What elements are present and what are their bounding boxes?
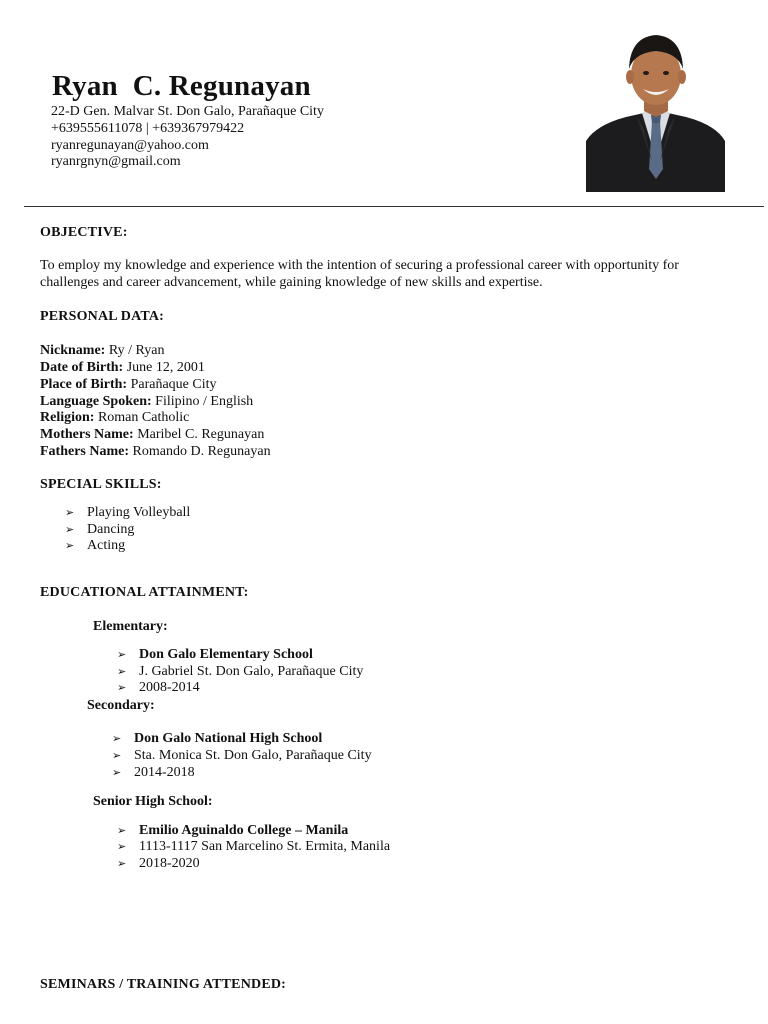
elementary-label: Elementary: — [93, 619, 168, 634]
elementary-years — [117, 680, 200, 697]
school-name: Don Galo Elementary School — [139, 647, 313, 662]
personal-label: Fathers Name: — [40, 444, 130, 459]
personal-item-nickname — [40, 342, 165, 359]
bullet-arrow-icon: ➢ — [65, 540, 75, 552]
bullet-arrow-icon: ➢ — [65, 524, 75, 536]
personal-value: Roman Catholic — [94, 410, 190, 425]
bullet-arrow-icon: ➢ — [117, 666, 127, 678]
personal-data-heading: PERSONAL DATA: — [40, 309, 165, 324]
personal-value: Ry / Ryan — [105, 343, 165, 358]
portrait-photo — [586, 29, 725, 192]
senior-high-school — [117, 823, 348, 840]
secondary-address — [112, 748, 372, 765]
bullet-arrow-icon: ➢ — [117, 841, 127, 853]
portrait-photo-icon — [586, 29, 725, 192]
personal-label: Religion: — [40, 410, 95, 425]
personal-value: June 12, 2001 — [123, 360, 205, 375]
personal-value: Filipino / English — [151, 394, 254, 409]
personal-label: Language Spoken: — [40, 394, 152, 409]
senior-high-years — [117, 856, 200, 873]
header-divider — [24, 206, 764, 207]
email-gmail-text: ryanrgnyn@gmail.com — [51, 154, 181, 169]
seminars-heading: SEMINARS / TRAINING ATTENDED: — [40, 977, 287, 992]
school-address: Sta. Monica St. Don Galo, Parañaque City — [134, 748, 372, 763]
personal-item-mother — [40, 426, 264, 443]
phone-text: +639555611078 | +639367979422 — [51, 121, 245, 136]
bullet-arrow-icon: ➢ — [117, 682, 127, 694]
personal-label: Nickname: — [40, 343, 106, 358]
skill-text: Acting — [87, 538, 126, 553]
personal-item-religion — [40, 409, 189, 426]
skill-text: Playing Volleyball — [87, 505, 191, 520]
personal-item-birthdate — [40, 359, 205, 376]
elementary-school — [117, 647, 313, 664]
school-address: J. Gabriel St. Don Galo, Parañaque City — [139, 664, 364, 679]
skill-item — [65, 522, 134, 539]
objective-heading: OBJECTIVE: — [40, 225, 128, 240]
school-years: 2008-2014 — [139, 680, 200, 695]
senior-high-address — [117, 839, 390, 856]
address-text: 22-D Gen. Malvar St. Don Galo, Parañaque City — [51, 104, 324, 119]
school-address: 1113-1117 San Marcelino St. Ermita, Manila — [139, 839, 391, 854]
skill-text: Dancing — [87, 522, 135, 537]
personal-item-birthplace — [40, 376, 217, 393]
secondary-school — [112, 731, 322, 748]
personal-value: Maribel C. Regunayan — [133, 427, 265, 442]
personal-item-language — [40, 393, 253, 410]
objective-text: To employ my knowledge and experience with the intention of securing a professional career with opportunity for challenges and career advancement, while gaining knowledge of new skills and expertise. — [40, 258, 679, 290]
bullet-arrow-icon: ➢ — [117, 825, 127, 837]
school-years: 2018-2020 — [139, 856, 200, 871]
resume-name: Ryan C. Regunayan — [52, 70, 311, 102]
secondary-years — [112, 765, 195, 782]
personal-item-father — [40, 443, 271, 460]
education-heading: EDUCATIONAL ATTAINMENT: — [40, 585, 249, 600]
skill-item — [65, 538, 125, 555]
school-name: Don Galo National High School — [134, 731, 323, 746]
senior-high-label: Senior High School: — [93, 794, 213, 809]
bullet-arrow-icon: ➢ — [117, 858, 127, 870]
bullet-arrow-icon: ➢ — [112, 767, 122, 779]
bullet-arrow-icon: ➢ — [112, 733, 122, 745]
bullet-arrow-icon: ➢ — [117, 649, 127, 661]
personal-value: Parañaque City — [127, 377, 217, 392]
email-yahoo-text: ryanregunayan@yahoo.com — [51, 138, 209, 153]
elementary-address — [117, 664, 363, 681]
skill-item — [65, 505, 190, 522]
personal-label: Place of Birth: — [40, 377, 128, 392]
personal-label: Mothers Name: — [40, 427, 134, 442]
school-name: Emilio Aguinaldo College – Manila — [139, 823, 349, 838]
secondary-label: Secondary: — [87, 698, 155, 713]
bullet-arrow-icon: ➢ — [65, 507, 75, 519]
personal-value: Romando D. Regunayan — [129, 444, 271, 459]
personal-label: Date of Birth: — [40, 360, 124, 375]
school-years: 2014-2018 — [134, 765, 195, 780]
skills-heading: SPECIAL SKILLS: — [40, 477, 162, 492]
bullet-arrow-icon: ➢ — [112, 750, 122, 762]
